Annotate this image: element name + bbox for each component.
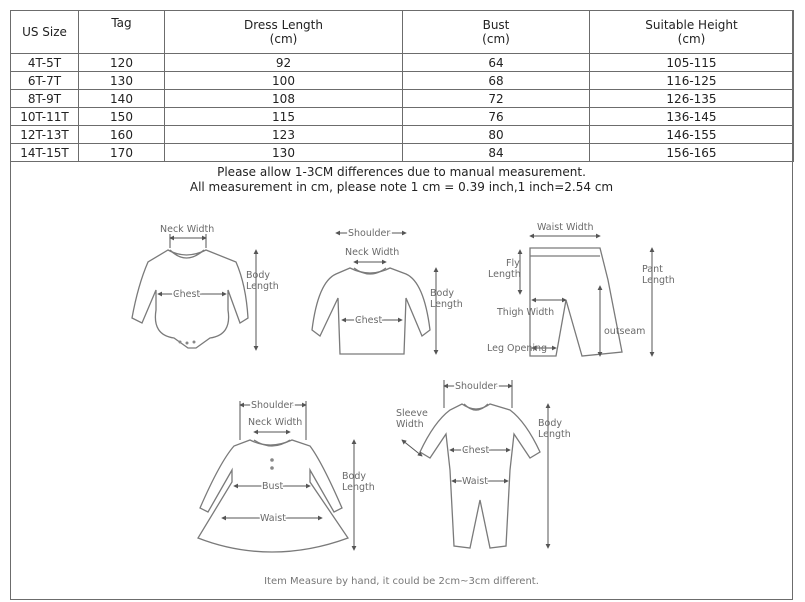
table-header-row xyxy=(11,11,794,54)
dress-neck-width-label: Neck Width xyxy=(248,417,303,428)
dress-body-length-label: Body xyxy=(342,471,366,482)
cell-dress-length: 92 xyxy=(165,54,403,72)
shirt-outline xyxy=(312,268,430,354)
pants-length-label-2: Length xyxy=(642,275,675,286)
cell-dress-length: 108 xyxy=(165,90,403,108)
table-row xyxy=(11,72,794,90)
cell-bust: 84 xyxy=(403,144,590,162)
dress-waist-label: Waist xyxy=(260,513,286,524)
romper-body-length-label-2: Length xyxy=(538,429,571,440)
cell-us-size: 10T-11T xyxy=(11,108,79,126)
cell-height: 116-125 xyxy=(590,72,794,90)
cell-height: 156-165 xyxy=(590,144,794,162)
header-tag: Tag xyxy=(79,11,165,54)
size-table xyxy=(10,10,794,162)
romper-sleeve-width-label-2: Width xyxy=(396,419,424,430)
pants-fly-length-label-2: Length xyxy=(488,269,521,280)
cell-tag: 130 xyxy=(79,72,165,90)
romper-sleeve-width-label: Sleeve xyxy=(396,408,428,419)
footer-note: Item Measure by hand, it could be 2cm~3cm different. xyxy=(264,576,539,587)
shirt-body-length-label: Body xyxy=(430,288,454,299)
romper-diagram xyxy=(396,380,571,548)
pants-thigh-width-label: Thigh Width xyxy=(497,307,555,318)
measurement-diagram-svg xyxy=(10,190,793,600)
header-dress-length: Dress Length (cm) xyxy=(165,11,403,54)
romper-body-length-label: Body xyxy=(538,418,562,429)
cell-height: 105-115 xyxy=(590,54,794,72)
cell-tag: 140 xyxy=(79,90,165,108)
cell-bust: 68 xyxy=(403,72,590,90)
shirt-chest-label: Chest xyxy=(355,315,383,326)
pants-outline xyxy=(530,248,622,356)
cell-tag: 160 xyxy=(79,126,165,144)
cell-height: 146-155 xyxy=(590,126,794,144)
header-suitable-height: Suitable Height (cm) xyxy=(590,11,794,54)
shirt-body-length-label-2: Length xyxy=(430,299,463,310)
cell-us-size: 6T-7T xyxy=(11,72,79,90)
header-us-size: US Size xyxy=(11,11,79,54)
cell-bust: 76 xyxy=(403,108,590,126)
dress-bust-label: Bust xyxy=(262,481,284,492)
cell-tag: 170 xyxy=(79,144,165,162)
table-row xyxy=(11,90,794,108)
romper-sleeve-width-arrow xyxy=(402,440,422,456)
pants-fly-length-label: Fly xyxy=(506,258,520,269)
cell-bust: 64 xyxy=(403,54,590,72)
note-tolerance: Please allow 1-3CM differences due to manual measurement. xyxy=(217,165,586,179)
pants-leg-opening-label: Leg Opening xyxy=(487,343,548,354)
cell-tag: 120 xyxy=(79,54,165,72)
cell-us-size: 8T-9T xyxy=(11,90,79,108)
table-row xyxy=(11,108,794,126)
cell-us-size: 4T-5T xyxy=(11,54,79,72)
cell-dress-length: 115 xyxy=(165,108,403,126)
pants-length-label: Pant xyxy=(642,264,663,275)
pants-outseam-label: outseam xyxy=(604,326,646,337)
table-row xyxy=(11,144,794,162)
dress-shoulder-label: Shoulder xyxy=(251,400,294,411)
cell-us-size: 14T-15T xyxy=(11,144,79,162)
shirt-neck-width-label: Neck Width xyxy=(345,247,400,258)
bodysuit-body-length-label-2: Length xyxy=(246,281,279,292)
cell-height: 126-135 xyxy=(590,90,794,108)
romper-shoulder-label: Shoulder xyxy=(455,381,498,392)
cell-tag: 150 xyxy=(79,108,165,126)
bodysuit-body-length-label: Body xyxy=(246,270,270,281)
note-conversion: All measurement in cm, please note 1 cm = 0.39 inch,1 inch=2.54 cm xyxy=(189,180,614,194)
bodysuit-diagram xyxy=(132,224,279,350)
romper-waist-label: Waist xyxy=(462,476,488,487)
cell-dress-length: 123 xyxy=(165,126,403,144)
shirt-shoulder-label: Shoulder xyxy=(348,228,391,239)
cell-height: 136-145 xyxy=(590,108,794,126)
bodysuit-neck-width-label: Neck Width xyxy=(160,224,215,235)
pants-diagram xyxy=(487,222,675,356)
dress-body-length-label-2: Length xyxy=(342,482,375,493)
table-row xyxy=(11,54,794,72)
pants-waist-width-label: Waist Width xyxy=(537,222,594,233)
header-bust: Bust (cm) xyxy=(403,11,590,54)
cell-us-size: 12T-13T xyxy=(11,126,79,144)
dress-diagram xyxy=(198,400,375,552)
measurement-diagrams xyxy=(10,190,793,600)
table-row xyxy=(11,126,794,144)
bodysuit-chest-label: Chest xyxy=(173,289,201,300)
cell-dress-length: 100 xyxy=(165,72,403,90)
dress-outline xyxy=(198,440,348,552)
cell-bust: 80 xyxy=(403,126,590,144)
cell-bust: 72 xyxy=(403,90,590,108)
romper-chest-label: Chest xyxy=(462,445,490,456)
bodysuit-collar xyxy=(170,250,204,258)
shirt-diagram xyxy=(312,228,463,354)
cell-dress-length: 130 xyxy=(165,144,403,162)
